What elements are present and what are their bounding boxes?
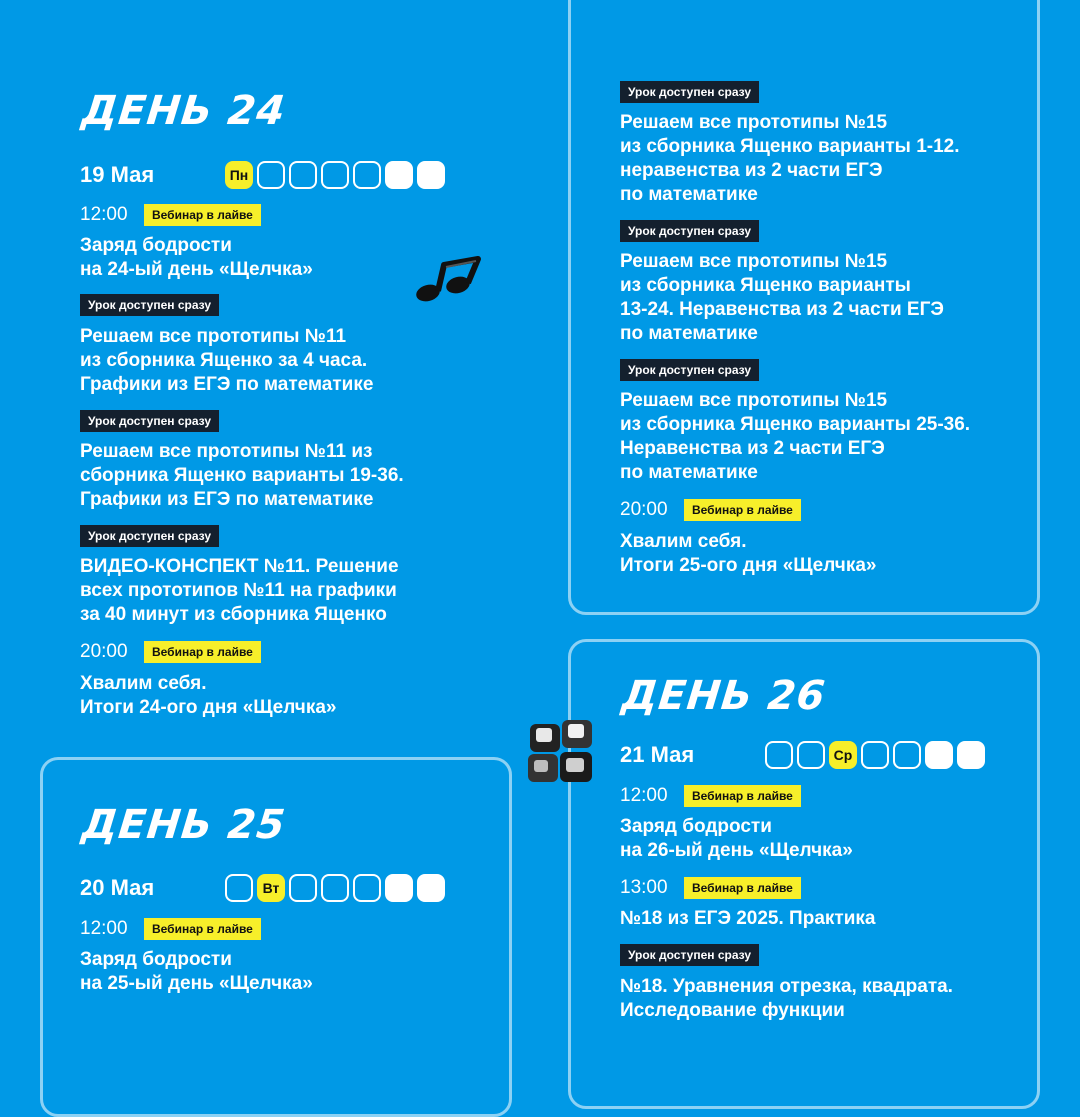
day24-slot2-time-row <box>80 639 261 665</box>
day24-slot2-time: 20:00 <box>80 641 128 662</box>
day24-lesson2: Решаем все прототипы №11 из сборника Ященко варианты 19-36. Графики из ЕГЭ по математике <box>80 441 404 510</box>
weekday-mon: Пн <box>225 161 253 189</box>
available-badge: Урок доступен сразу <box>80 525 219 547</box>
weekday-sun <box>417 874 445 902</box>
weekday-sat <box>385 161 413 189</box>
day25-week-strip <box>225 874 445 902</box>
weekday-sun <box>957 741 985 769</box>
day25-date-row <box>80 871 445 905</box>
day26-slot1-time-row <box>620 783 801 809</box>
weekday-sat <box>925 741 953 769</box>
day25-slot1-time: 12:00 <box>80 918 128 939</box>
weekday-mon <box>225 874 253 902</box>
weekday-fri <box>893 741 921 769</box>
available-badge: Урок доступен сразу <box>620 81 759 103</box>
day26-lesson1: №18. Уравнения отрезка, квадрата. Исследование функции <box>620 976 953 1021</box>
weekday-fri <box>353 874 381 902</box>
day25-title: ДЕНЬ 25 <box>79 802 288 848</box>
day24-lesson1: Решаем все прототипы №11 из сборника Ященко за 4 часа. Графики из ЕГЭ по математике <box>80 326 374 395</box>
weekday-thu <box>321 161 349 189</box>
day26-title: ДЕНЬ 26 <box>619 673 828 719</box>
music-note-icon <box>410 255 490 310</box>
day24-slot1-time-row <box>80 202 261 228</box>
weekday-tue <box>257 161 285 189</box>
day26-slot2-time: 13:00 <box>620 877 668 898</box>
weekday-tue: Вт <box>257 874 285 902</box>
live-badge: Вебинар в лайве <box>684 785 801 807</box>
day26-week-strip <box>765 741 985 769</box>
day25-slot2-time-row <box>620 497 801 523</box>
day25-slot1-time-row <box>80 916 261 942</box>
day25-slot2-text: Хвалим себя. Итоги 25-ого дня «Щелчка» <box>620 531 877 576</box>
day24-date: 19 Мая <box>80 162 155 187</box>
day26-slot1-time: 12:00 <box>620 785 668 806</box>
weekday-wed <box>289 161 317 189</box>
available-badge: Урок доступен сразу <box>80 410 219 432</box>
live-badge: Вебинар в лайве <box>144 641 261 663</box>
available-badge: Урок доступен сразу <box>620 944 759 966</box>
weekday-thu <box>321 874 349 902</box>
day26-date-row <box>620 738 985 772</box>
day24-week-strip <box>225 161 445 189</box>
live-badge: Вебинар в лайве <box>144 918 261 940</box>
weekday-thu <box>861 741 889 769</box>
day25-date: 20 Мая <box>80 875 155 900</box>
day24-lesson3: ВИДЕО-КОНСПЕКТ №11. Решение всех прототипов №11 на графики за 40 минут из сборника Ященко <box>80 556 399 625</box>
fidget-cube-icon <box>524 716 600 790</box>
day25-slot2-time: 20:00 <box>620 499 668 520</box>
day24-slot1-text: Заряд бодрости на 24-ый день «Щелчка» <box>80 235 313 280</box>
day25-slot1-text: Заряд бодрости на 25-ый день «Щелчка» <box>80 949 313 994</box>
weekday-wed: Ср <box>829 741 857 769</box>
day24-slot1-time: 12:00 <box>80 204 128 225</box>
available-badge: Урок доступен сразу <box>620 220 759 242</box>
weekday-wed <box>289 874 317 902</box>
available-badge: Урок доступен сразу <box>80 294 219 316</box>
day24-title: ДЕНЬ 24 <box>79 88 288 134</box>
day24-date-row <box>80 158 445 192</box>
weekday-sat <box>385 874 413 902</box>
live-badge: Вебинар в лайве <box>684 499 801 521</box>
day25-lesson2: Решаем все прототипы №15 из сборника Ященко варианты 13-24. Неравенства из 2 части ЕГЭ по математике <box>620 251 944 344</box>
live-badge: Вебинар в лайве <box>144 204 261 226</box>
weekday-mon <box>765 741 793 769</box>
day26-slot1-text: Заряд бодрости на 26-ый день «Щелчка» <box>620 816 853 861</box>
day24-slot2-text: Хвалим себя. Итоги 24-ого дня «Щелчка» <box>80 673 337 718</box>
weekday-sun <box>417 161 445 189</box>
live-badge: Вебинар в лайве <box>684 877 801 899</box>
day26-date: 21 Мая <box>620 742 695 767</box>
day26-slot2-text: №18 из ЕГЭ 2025. Практика <box>620 908 876 929</box>
weekday-tue <box>797 741 825 769</box>
day25-lesson1: Решаем все прототипы №15 из сборника Ященко варианты 1-12. неравенства из 2 части ЕГЭ по математике <box>620 112 960 205</box>
available-badge: Урок доступен сразу <box>620 359 759 381</box>
day26-slot2-time-row <box>620 875 801 901</box>
weekday-fri <box>353 161 381 189</box>
day25-lesson3: Решаем все прототипы №15 из сборника Ященко варианты 25-36. Неравенства из 2 части ЕГЭ по математике <box>620 390 971 483</box>
